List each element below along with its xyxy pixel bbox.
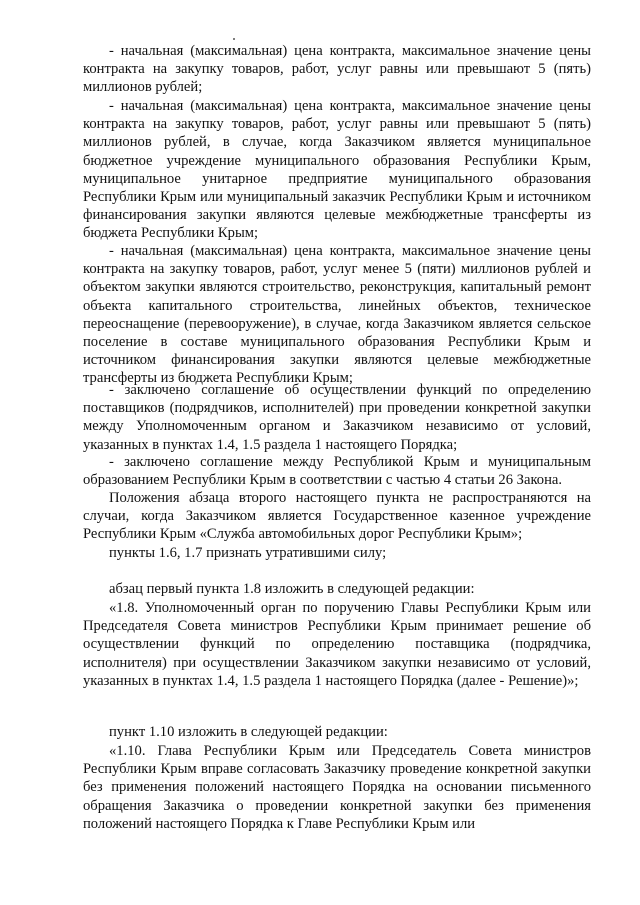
paragraph-7: пункты 1.6, 1.7 признать утратившими силу; <box>109 545 387 561</box>
paragraph-11: «1.10. Глава Республики Крым или Председатель Совета министров Республики Крым вправе согласовать Заказчику проведение конкретной закупки без применения положений настоящего Порядка на основании письменного обращения Заказчика о проведении конкретной закупки без применения положений настоящего Порядка к Главе Республики Крым или <box>83 743 591 832</box>
paragraph-1: - начальная (максимальная) цена контракта, максимальное значение цены контракта на закупку товаров, работ, услуг равны или превышают 5 (пять) миллионов рублей; <box>83 43 591 96</box>
paragraph-2: - начальная (максимальная) цена контракта, максимальное значение цены контракта на закупку товаров, работ, услуг равны или превышают 5 (пять) миллионов рублей, в случае, когда Заказчиком является муниципальное бюджетное учреждение муниципального образования Республики Крым, муниципальное унитарное предприятие муниципального образования Республики Крым или муниципальный заказчик Республики Крым и источником финансирования закупки являются целевые межбюджетные трансферты из бюджета Республики Крым; <box>83 98 591 242</box>
paragraph-4: - заключено соглашение об осуществлении функций по определению поставщиков (подрядчиков, исполнителей) при проведении конкретной закупки между Уполномоченным органом и Заказчиком независимо от условий, указанных в пунктах 1.4, 1.5 раздела 1 настоящего Порядка; <box>83 382 591 453</box>
document-page <box>83 0 591 905</box>
scan-speck <box>233 38 235 40</box>
paragraph-6: Положения абзаца второго настоящего пункта не распространяются на случаи, когда Заказчиком является Государственное казенное учреждение Республики Крым «Служба автомобильных дорог Республики Крым»; <box>83 490 591 543</box>
paragraph-10: пункт 1.10 изложить в следующей редакции: <box>109 724 388 740</box>
paragraph-9: «1.8. Уполномоченный орган по поручению Главы Республики Крым или Председателя Совета министров Республики Крым принимает решение об осуществлении функций по определению поставщика (подрядчика, исполнителя) при осуществлении Заказчиком закупки независимо от условий, указанных в пунктах 1.4, 1.5 раздела 1 настоящего Порядка (далее - Решение)»; <box>83 600 591 689</box>
paragraph-8: абзац первый пункта 1.8 изложить в следующей редакции: <box>109 581 475 597</box>
paragraph-3: - начальная (максимальная) цена контракта, максимальное значение цены контракта на закупку товаров, работ, услуг менее 5 (пяти) миллионов рублей и объектом закупки являются строительство, реконструкция, капитальный ремонт объекта капитального строительства, линейных объектов, техническое переоснащение (перевооружение), в случае, когда Заказчиком является сельское поселение в составе муниципального образования Республики Крым и источником финансирования закупки являются целевые межбюджетные трансферты из бюджета Республики Крым; <box>83 243 591 387</box>
paragraph-5: - заключено соглашение между Республикой Крым и муниципальным образованием Республики Крым в соответствии с частью 4 статьи 26 Закона. <box>83 454 591 489</box>
